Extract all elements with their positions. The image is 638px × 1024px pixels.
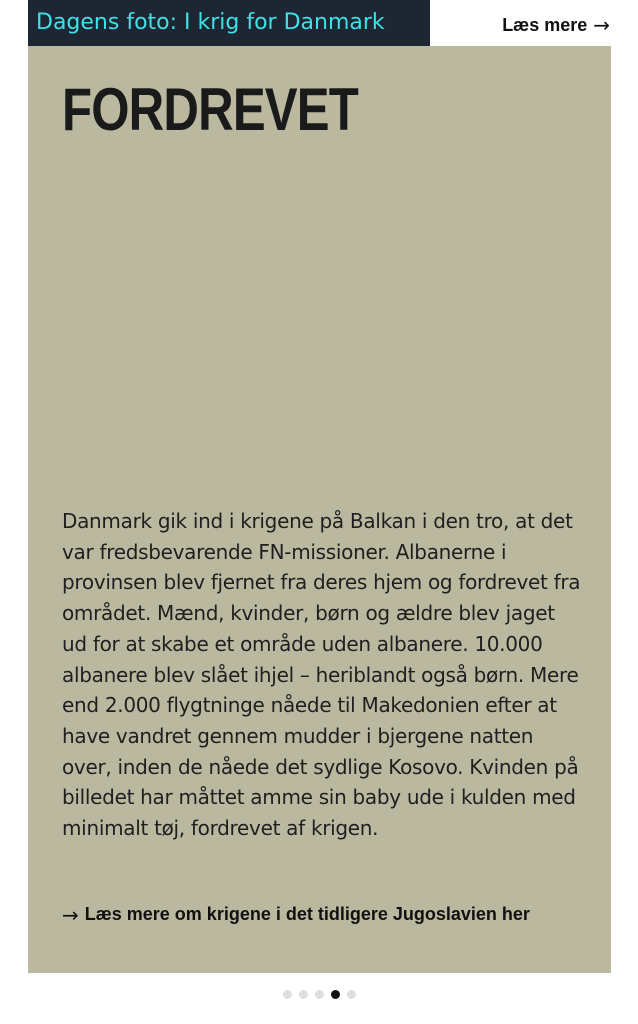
- read-more-button[interactable]: [502, 12, 610, 38]
- pagination-dot[interactable]: [283, 990, 292, 999]
- pagination-dot[interactable]: [299, 990, 308, 999]
- read-more-link[interactable]: [62, 904, 530, 925]
- card-heading: FORDREVET: [62, 76, 359, 143]
- pagination-dot[interactable]: [331, 990, 340, 999]
- read-more-link-label: Læs mere om krigene i det tidligere Jugoslavien her: [84, 904, 530, 924]
- pagination-dots: [0, 990, 638, 999]
- pagination-dot[interactable]: [315, 990, 324, 999]
- story-card: [28, 46, 611, 973]
- arrow-right-icon: →: [593, 13, 610, 37]
- read-more-label: Læs mere: [502, 14, 588, 35]
- arrow-right-icon: →: [62, 902, 79, 927]
- story-title: Dagens foto: I krig for Danmark: [28, 0, 430, 46]
- pagination-dot[interactable]: [347, 990, 356, 999]
- card-body-text: Danmark gik ind i krigene på Balkan i den tro, at det var fredsbevarende FN-missioner. Albanerne i provinsen blev fjernet fra deres hjem og fordrevet fra området. Mænd, kvinder, børn og ældre blev jaget ud for at skabe et område uden albanere. 10.000 albanere blev slået ihjel – heriblandt også børn. Mere end 2.000 flygtninge nåede til Makedonien efter at have vandret gennem mudder i bjergene natten over, inden de nåede det sydlige Kosovo. Kvinden på billedet har måttet amme sin baby ude i kulden med minimalt tøj, fordrevet af krigen.: [62, 509, 581, 841]
